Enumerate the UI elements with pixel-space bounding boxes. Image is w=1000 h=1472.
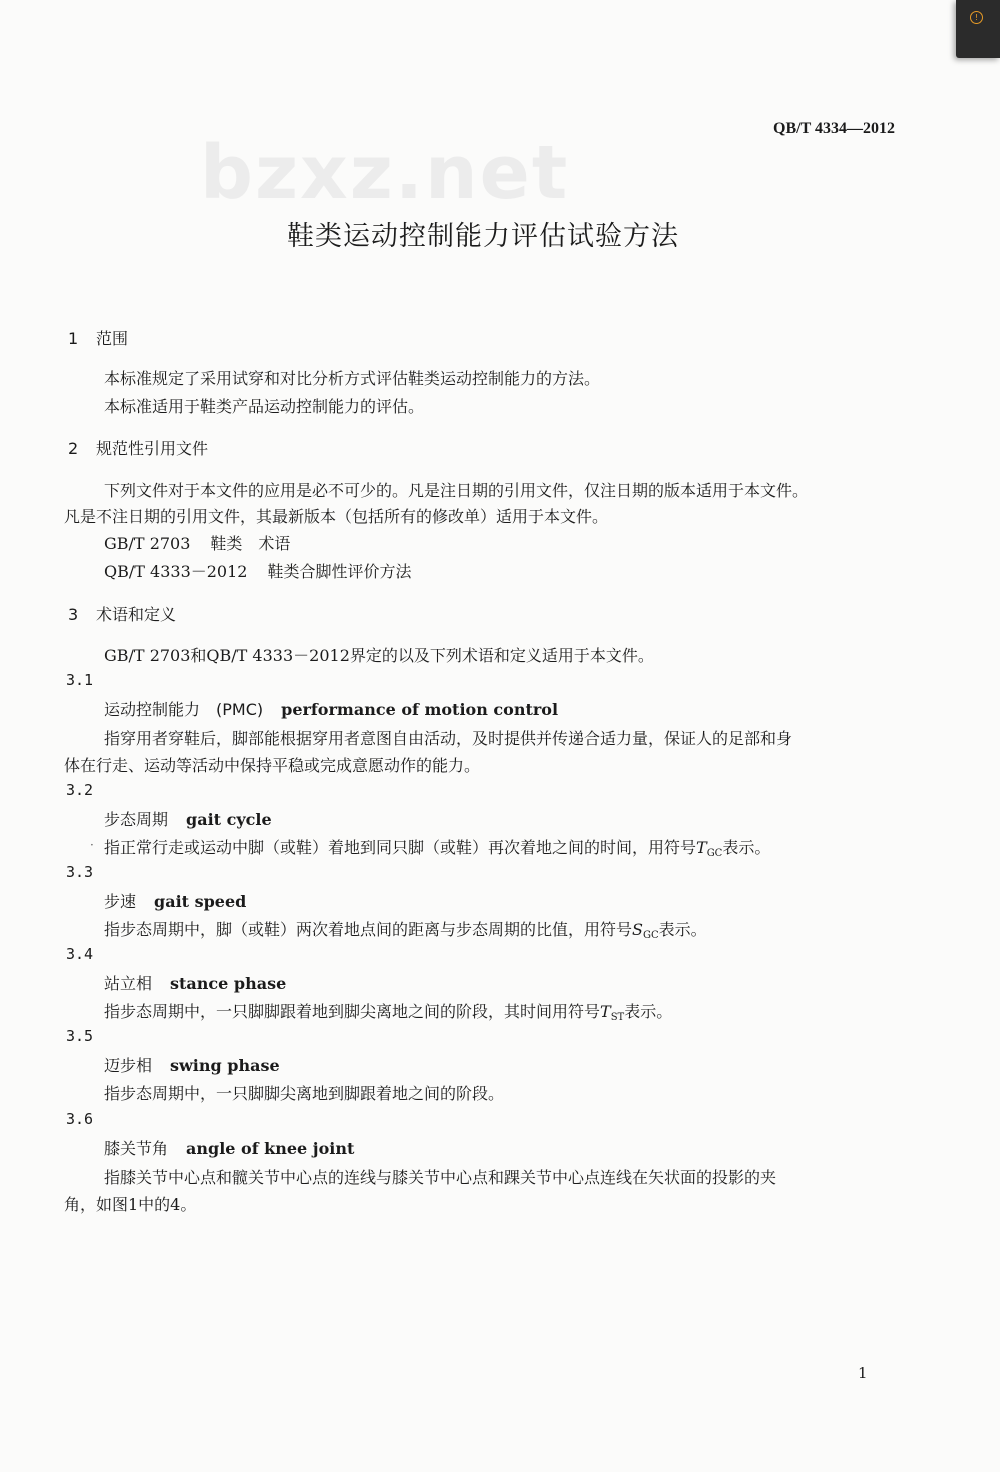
symbol-subscript: GC (706, 848, 723, 859)
term-definition (104, 999, 895, 1031)
term-zh: 迈步相 (104, 1056, 153, 1075)
term-definition (104, 835, 895, 867)
standard-code: QB/T 4334—2012 (773, 120, 895, 137)
warning-icon[interactable]: ! (970, 11, 983, 24)
term-definition-line-1: 指膝关节中心点和髋关节中心点的连线与膝关节中心点和踝关节中心点连线在矢状面的投影的夹 (104, 1168, 777, 1187)
term-zh: 步速 (104, 892, 137, 911)
section-1-paragraph-2: 本标准适用于鞋类产品运动控制能力的评估。 (104, 397, 425, 416)
section-title: 规范性引用文件 (96, 439, 209, 458)
term-definition-line-2: 体在行走、运动等活动中保持平稳或完成意愿动作的能力。 (64, 756, 481, 775)
symbol-subscript: ST (610, 1012, 625, 1023)
symbol: T (600, 1002, 611, 1021)
term-number: 3.4 (66, 945, 94, 963)
term-zh: 步态周期 (104, 810, 169, 829)
term-en: swing phase (170, 1056, 280, 1075)
term-number: 3.3 (66, 863, 94, 881)
term-heading (104, 1136, 354, 1159)
term-zh: 膝关节角 (104, 1139, 169, 1158)
term-heading (104, 1053, 280, 1076)
document-title: 鞋类运动控制能力评估试验方法 (287, 221, 679, 252)
reference-code: QB/T 4333－2012 (104, 562, 248, 581)
reference-title: 鞋类合脚性评价方法 (267, 562, 412, 581)
definition-text: 指正常行走或运动中脚（或鞋）着地到同只脚（或鞋）再次着地之间的时间，用符号 (104, 838, 697, 857)
term-heading (104, 697, 558, 720)
reference-item (104, 531, 895, 557)
term-en: angle of knee joint (186, 1139, 355, 1158)
section-number: 1 (68, 329, 79, 348)
section-number: 3 (68, 605, 79, 624)
section-3-intro: GB/T 2703和QB/T 4333－2012界定的以及下列术语和定义适用于本文件。 (104, 646, 654, 665)
term-zh: 站立相 (104, 974, 153, 993)
section-title: 范围 (96, 329, 129, 348)
section-1-heading (68, 326, 128, 349)
definition-text: 表示。 (722, 838, 771, 857)
term-heading (104, 889, 246, 912)
definition-text: 表示。 (658, 920, 707, 939)
term-heading (104, 807, 272, 830)
term-definition-line-1: 指穿用者穿鞋后，脚部能根据穿用者意图自由活动，及时提供并传递合适力量，保证人的足部和身 (104, 729, 793, 748)
term-number: 3.2 (66, 781, 94, 799)
viewer-corner-widget[interactable] (956, 0, 1000, 58)
term-en: performance of motion control (281, 700, 559, 719)
section-3-heading (68, 602, 176, 625)
term-number: 3.5 (66, 1027, 94, 1045)
watermark: bzxz.net (200, 130, 570, 216)
definition-text: 指步态周期中，脚（或鞋）两次着地点间的距离与步态周期的比值，用符号 (104, 920, 633, 939)
scan-mark: · (90, 838, 94, 852)
term-number: 3.1 (66, 671, 94, 689)
definition-text: 表示。 (624, 1002, 673, 1021)
term-zh: 运动控制能力 (PMC) (104, 700, 264, 719)
reference-item (104, 559, 895, 585)
page-number: 1 (858, 1364, 868, 1382)
definition-text: 指步态周期中，一只脚脚跟着地到脚尖离地之间的阶段，其时间用符号 (104, 1002, 601, 1021)
symbol-subscript: GC (642, 930, 659, 941)
symbol: T (696, 838, 707, 857)
section-title: 术语和定义 (96, 605, 177, 624)
section-2-paragraph-line-1: 下列文件对于本文件的应用是必不可少的。凡是注日期的引用文件，仅注日期的版本适用于本文件。 (104, 481, 809, 500)
reference-title: 鞋类 术语 (210, 534, 291, 553)
term-number: 3.6 (66, 1110, 94, 1128)
section-2-paragraph-line-2: 凡是不注日期的引用文件，其最新版本（包括所有的修改单）适用于本文件。 (64, 507, 609, 526)
symbol: S (632, 920, 643, 939)
term-definition (104, 917, 895, 949)
term-en: gait cycle (186, 810, 272, 829)
term-definition-line-2: 角，如图1中的4。 (64, 1195, 197, 1214)
section-1-paragraph-1: 本标准规定了采用试穿和对比分析方式评估鞋类运动控制能力的方法。 (104, 369, 601, 388)
term-en: stance phase (170, 974, 287, 993)
reference-code: GB/T 2703 (104, 534, 191, 553)
term-definition: 指步态周期中，一只脚脚尖离地到脚跟着地之间的阶段。 (104, 1084, 505, 1103)
term-heading (104, 971, 286, 994)
term-en: gait speed (154, 892, 247, 911)
section-2-heading (68, 436, 208, 459)
section-number: 2 (68, 439, 79, 458)
